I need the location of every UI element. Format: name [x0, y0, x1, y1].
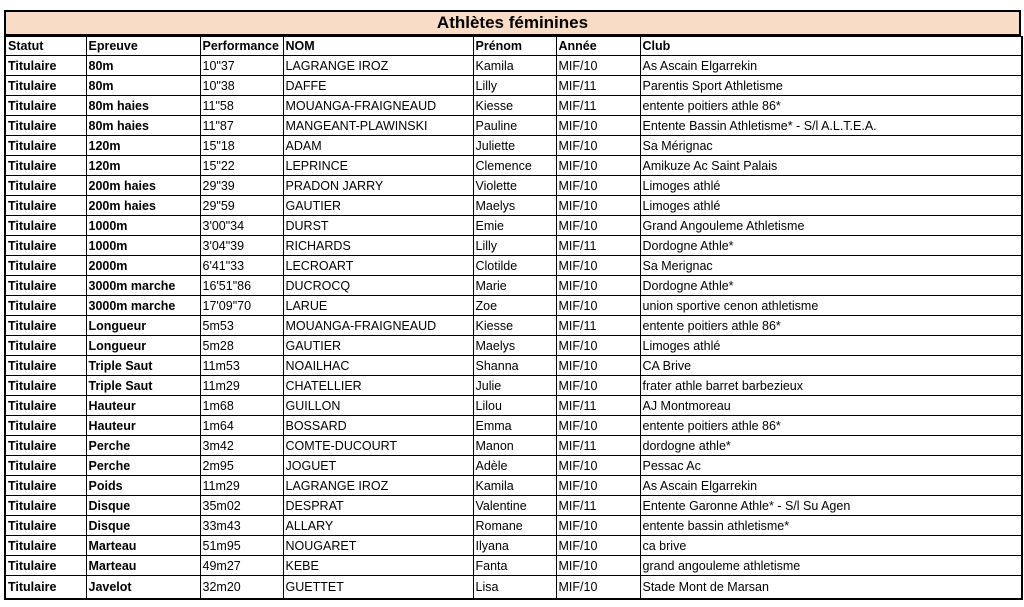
cell-performance: 11m29 — [200, 476, 283, 496]
cell-annee: MIF/10 — [556, 56, 640, 76]
cell-statut: Titulaire — [5, 176, 86, 196]
cell-club: AJ Montmoreau — [640, 396, 1022, 416]
cell-performance: 3'00"34 — [200, 216, 283, 236]
cell-nom: RICHARDS — [283, 236, 473, 256]
cell-epreuve: Perche — [86, 456, 200, 476]
cell-prenom: Kiesse — [473, 96, 556, 116]
cell-nom: LARUE — [283, 296, 473, 316]
table-row — [5, 236, 1022, 256]
cell-club: Pessac Ac — [640, 456, 1022, 476]
cell-epreuve: 120m — [86, 136, 200, 156]
cell-epreuve: 2000m — [86, 256, 200, 276]
cell-performance: 29"59 — [200, 196, 283, 216]
header-epreuve: Epreuve — [86, 37, 200, 56]
cell-club: Dordogne Athle* — [640, 276, 1022, 296]
cell-prenom: Maelys — [473, 196, 556, 216]
cell-epreuve: 1000m — [86, 236, 200, 256]
table-row — [5, 56, 1022, 76]
cell-club: union sportive cenon athletisme — [640, 296, 1022, 316]
athletes-table — [4, 36, 1023, 600]
cell-club: As Ascain Elgarrekin — [640, 476, 1022, 496]
cell-statut: Titulaire — [5, 496, 86, 516]
cell-prenom: Marie — [473, 276, 556, 296]
cell-epreuve: 1000m — [86, 216, 200, 236]
cell-annee: MIF/10 — [556, 556, 640, 576]
table-row — [5, 456, 1022, 476]
cell-nom: NOUGARET — [283, 536, 473, 556]
cell-club: entente poitiers athle 86* — [640, 96, 1022, 116]
table-body — [5, 56, 1022, 600]
cell-nom: LEPRINCE — [283, 156, 473, 176]
header-nom: NOM — [283, 37, 473, 56]
cell-prenom: Clotilde — [473, 256, 556, 276]
cell-annee: MIF/11 — [556, 396, 640, 416]
cell-epreuve: Hauteur — [86, 396, 200, 416]
sheet-title-text: Athlètes féminines — [436, 13, 589, 32]
cell-club: grand angouleme athletisme — [640, 556, 1022, 576]
cell-club: Dordogne Athle* — [640, 236, 1022, 256]
cell-annee: MIF/10 — [556, 536, 640, 556]
table-row — [5, 276, 1022, 296]
cell-nom: MANGEANT-PLAWINSKI — [283, 116, 473, 136]
cell-annee: MIF/11 — [556, 316, 640, 336]
cell-epreuve: Disque — [86, 496, 200, 516]
cell-annee: MIF/11 — [556, 436, 640, 456]
cell-annee: MIF/11 — [556, 76, 640, 96]
table-row — [5, 296, 1022, 316]
sheet-title — [4, 10, 1021, 36]
cell-performance: 1m68 — [200, 396, 283, 416]
cell-prenom: Ilyana — [473, 536, 556, 556]
cell-epreuve: 80m — [86, 56, 200, 76]
cell-annee: MIF/10 — [556, 456, 640, 476]
cell-annee: MIF/10 — [556, 216, 640, 236]
cell-nom: GAUTIER — [283, 336, 473, 356]
cell-prenom: Kamila — [473, 56, 556, 76]
table-row — [5, 76, 1022, 96]
table-row — [5, 216, 1022, 236]
table-row — [5, 176, 1022, 196]
cell-annee: MIF/10 — [556, 356, 640, 376]
cell-statut: Titulaire — [5, 436, 86, 456]
cell-epreuve: 80m haies — [86, 96, 200, 116]
header-prenom: Prénom — [473, 37, 556, 56]
cell-nom: PRADON JARRY — [283, 176, 473, 196]
cell-statut: Titulaire — [5, 256, 86, 276]
cell-performance: 49m27 — [200, 556, 283, 576]
table-row — [5, 256, 1022, 276]
cell-nom: NOAILHAC — [283, 356, 473, 376]
cell-prenom: Lilly — [473, 76, 556, 96]
cell-performance: 5m28 — [200, 336, 283, 356]
table-row — [5, 476, 1022, 496]
cell-epreuve: Longueur — [86, 316, 200, 336]
cell-club: entente bassin athletisme* — [640, 516, 1022, 536]
cell-performance: 29"39 — [200, 176, 283, 196]
cell-club: CA Brive — [640, 356, 1022, 376]
cell-annee: MIF/10 — [556, 336, 640, 356]
cell-prenom: Emie — [473, 216, 556, 236]
cell-nom: MOUANGA-FRAIGNEAUD — [283, 96, 473, 116]
cell-prenom: Romane — [473, 516, 556, 536]
cell-statut: Titulaire — [5, 396, 86, 416]
cell-statut: Titulaire — [5, 96, 86, 116]
cell-nom: DURST — [283, 216, 473, 236]
cell-club: Sa Mérignac — [640, 136, 1022, 156]
cell-epreuve: 120m — [86, 156, 200, 176]
cell-annee: MIF/10 — [556, 256, 640, 276]
cell-club: ca brive — [640, 536, 1022, 556]
cell-epreuve: Longueur — [86, 336, 200, 356]
cell-performance: 2m95 — [200, 456, 283, 476]
cell-performance: 6'41"33 — [200, 256, 283, 276]
table-row — [5, 96, 1022, 116]
cell-nom: JOGUET — [283, 456, 473, 476]
cell-club: As Ascain Elgarrekin — [640, 56, 1022, 76]
cell-nom: DUCROCQ — [283, 276, 473, 296]
cell-prenom: Maelys — [473, 336, 556, 356]
cell-prenom: Violette — [473, 176, 556, 196]
cell-statut: Titulaire — [5, 456, 86, 476]
cell-club: Entente Garonne Athle* - S/l Su Agen — [640, 496, 1022, 516]
cell-epreuve: 3000m marche — [86, 296, 200, 316]
cell-prenom: Julie — [473, 376, 556, 396]
table-row — [5, 436, 1022, 456]
cell-prenom: Manon — [473, 436, 556, 456]
cell-annee: MIF/10 — [556, 476, 640, 496]
cell-epreuve: Triple Saut — [86, 376, 200, 396]
cell-club: Limoges athlé — [640, 176, 1022, 196]
cell-epreuve: 200m haies — [86, 176, 200, 196]
table-row — [5, 356, 1022, 376]
cell-club: Entente Bassin Athletisme* - S/l A.L.T.E.A. — [640, 116, 1022, 136]
cell-nom: ADAM — [283, 136, 473, 156]
cell-performance: 1m64 — [200, 416, 283, 436]
cell-statut: Titulaire — [5, 236, 86, 256]
table-row — [5, 536, 1022, 556]
cell-statut: Titulaire — [5, 356, 86, 376]
cell-prenom: Zoe — [473, 296, 556, 316]
cell-annee: MIF/10 — [556, 296, 640, 316]
cell-statut: Titulaire — [5, 376, 86, 396]
cell-epreuve: Marteau — [86, 536, 200, 556]
table-row — [5, 316, 1022, 336]
cell-annee: MIF/10 — [556, 516, 640, 536]
cell-performance: 35m02 — [200, 496, 283, 516]
cell-performance: 32m20 — [200, 576, 283, 600]
table-row — [5, 376, 1022, 396]
cell-statut: Titulaire — [5, 476, 86, 496]
cell-statut: Titulaire — [5, 576, 86, 600]
table-row — [5, 496, 1022, 516]
cell-club: Limoges athlé — [640, 196, 1022, 216]
cell-nom: MOUANGA-FRAIGNEAUD — [283, 316, 473, 336]
cell-prenom: Juliette — [473, 136, 556, 156]
cell-statut: Titulaire — [5, 536, 86, 556]
cell-annee: MIF/11 — [556, 236, 640, 256]
cell-prenom: Clemence — [473, 156, 556, 176]
cell-statut: Titulaire — [5, 296, 86, 316]
cell-prenom: Lilou — [473, 396, 556, 416]
cell-prenom: Emma — [473, 416, 556, 436]
cell-epreuve: 3000m marche — [86, 276, 200, 296]
cell-performance: 10"38 — [200, 76, 283, 96]
cell-nom: DAFFE — [283, 76, 473, 96]
cell-epreuve: Disque — [86, 516, 200, 536]
cell-club: Grand Angouleme Athletisme — [640, 216, 1022, 236]
table-row — [5, 556, 1022, 576]
cell-annee: MIF/11 — [556, 96, 640, 116]
cell-performance: 51m95 — [200, 536, 283, 556]
header-statut: Statut — [5, 37, 86, 56]
cell-epreuve: Javelot — [86, 576, 200, 600]
cell-statut: Titulaire — [5, 416, 86, 436]
cell-epreuve: Marteau — [86, 556, 200, 576]
cell-statut: Titulaire — [5, 276, 86, 296]
cell-annee: MIF/10 — [556, 276, 640, 296]
cell-prenom: Fanta — [473, 556, 556, 576]
cell-statut: Titulaire — [5, 136, 86, 156]
cell-prenom: Kiesse — [473, 316, 556, 336]
cell-prenom: Lilly — [473, 236, 556, 256]
cell-prenom: Pauline — [473, 116, 556, 136]
cell-club: Amikuze Ac Saint Palais — [640, 156, 1022, 176]
cell-annee: MIF/10 — [556, 576, 640, 600]
cell-nom: DESPRAT — [283, 496, 473, 516]
cell-performance: 11m53 — [200, 356, 283, 376]
cell-club: Parentis Sport Athletisme — [640, 76, 1022, 96]
cell-annee: MIF/10 — [556, 136, 640, 156]
cell-prenom: Adèle — [473, 456, 556, 476]
cell-performance: 11m29 — [200, 376, 283, 396]
cell-performance: 15"22 — [200, 156, 283, 176]
cell-statut: Titulaire — [5, 196, 86, 216]
cell-club: entente poitiers athle 86* — [640, 316, 1022, 336]
cell-performance: 17'09"70 — [200, 296, 283, 316]
cell-statut: Titulaire — [5, 156, 86, 176]
cell-club: frater athle barret barbezieux — [640, 376, 1022, 396]
cell-epreuve: 80m haies — [86, 116, 200, 136]
cell-nom: LECROART — [283, 256, 473, 276]
cell-annee: MIF/10 — [556, 176, 640, 196]
cell-performance: 15"18 — [200, 136, 283, 156]
table-row — [5, 136, 1022, 156]
cell-statut: Titulaire — [5, 116, 86, 136]
cell-club: entente poitiers athle 86* — [640, 416, 1022, 436]
cell-prenom: Shanna — [473, 356, 556, 376]
cell-performance: 3'04"39 — [200, 236, 283, 256]
cell-club: Sa Merignac — [640, 256, 1022, 276]
cell-nom: KEBE — [283, 556, 473, 576]
cell-statut: Titulaire — [5, 336, 86, 356]
cell-annee: MIF/11 — [556, 496, 640, 516]
cell-statut: Titulaire — [5, 56, 86, 76]
cell-performance: 10"37 — [200, 56, 283, 76]
cell-annee: MIF/10 — [556, 416, 640, 436]
table-row — [5, 116, 1022, 136]
cell-nom: LAGRANGE IROZ — [283, 476, 473, 496]
table-row — [5, 396, 1022, 416]
cell-nom: ALLARY — [283, 516, 473, 536]
cell-nom: BOSSARD — [283, 416, 473, 436]
cell-epreuve: Perche — [86, 436, 200, 456]
cell-annee: MIF/10 — [556, 376, 640, 396]
table-row — [5, 576, 1022, 600]
cell-statut: Titulaire — [5, 316, 86, 336]
header-annee: Année — [556, 37, 640, 56]
cell-nom: GUILLON — [283, 396, 473, 416]
cell-prenom: Valentine — [473, 496, 556, 516]
header-club: Club — [640, 37, 1022, 56]
cell-annee: MIF/10 — [556, 156, 640, 176]
cell-epreuve: Triple Saut — [86, 356, 200, 376]
table-row — [5, 516, 1022, 536]
cell-nom: GUETTET — [283, 576, 473, 600]
cell-prenom: Kamila — [473, 476, 556, 496]
cell-nom: COMTE-DUCOURT — [283, 436, 473, 456]
cell-annee: MIF/10 — [556, 196, 640, 216]
cell-nom: CHATELLIER — [283, 376, 473, 396]
cell-club: Stade Mont de Marsan — [640, 576, 1022, 600]
table-row — [5, 336, 1022, 356]
cell-club: dordogne athle* — [640, 436, 1022, 456]
cell-annee: MIF/10 — [556, 116, 640, 136]
header-row — [5, 37, 1022, 56]
cell-club: Limoges athlé — [640, 336, 1022, 356]
cell-nom: GAUTIER — [283, 196, 473, 216]
cell-performance: 11"87 — [200, 116, 283, 136]
cell-statut: Titulaire — [5, 76, 86, 96]
cell-performance: 3m42 — [200, 436, 283, 456]
table-row — [5, 416, 1022, 436]
cell-epreuve: Hauteur — [86, 416, 200, 436]
table-row — [5, 156, 1022, 176]
cell-statut: Titulaire — [5, 556, 86, 576]
cell-performance: 11"58 — [200, 96, 283, 116]
cell-statut: Titulaire — [5, 516, 86, 536]
cell-statut: Titulaire — [5, 216, 86, 236]
cell-epreuve: Poids — [86, 476, 200, 496]
header-performance: Performance — [200, 37, 283, 56]
cell-epreuve: 200m haies — [86, 196, 200, 216]
cell-epreuve: 80m — [86, 76, 200, 96]
cell-performance: 5m53 — [200, 316, 283, 336]
spreadsheet — [4, 10, 1021, 600]
cell-nom: LAGRANGE IROZ — [283, 56, 473, 76]
cell-performance: 33m43 — [200, 516, 283, 536]
cell-performance: 16'51"86 — [200, 276, 283, 296]
cell-prenom: Lisa — [473, 576, 556, 600]
table-row — [5, 196, 1022, 216]
